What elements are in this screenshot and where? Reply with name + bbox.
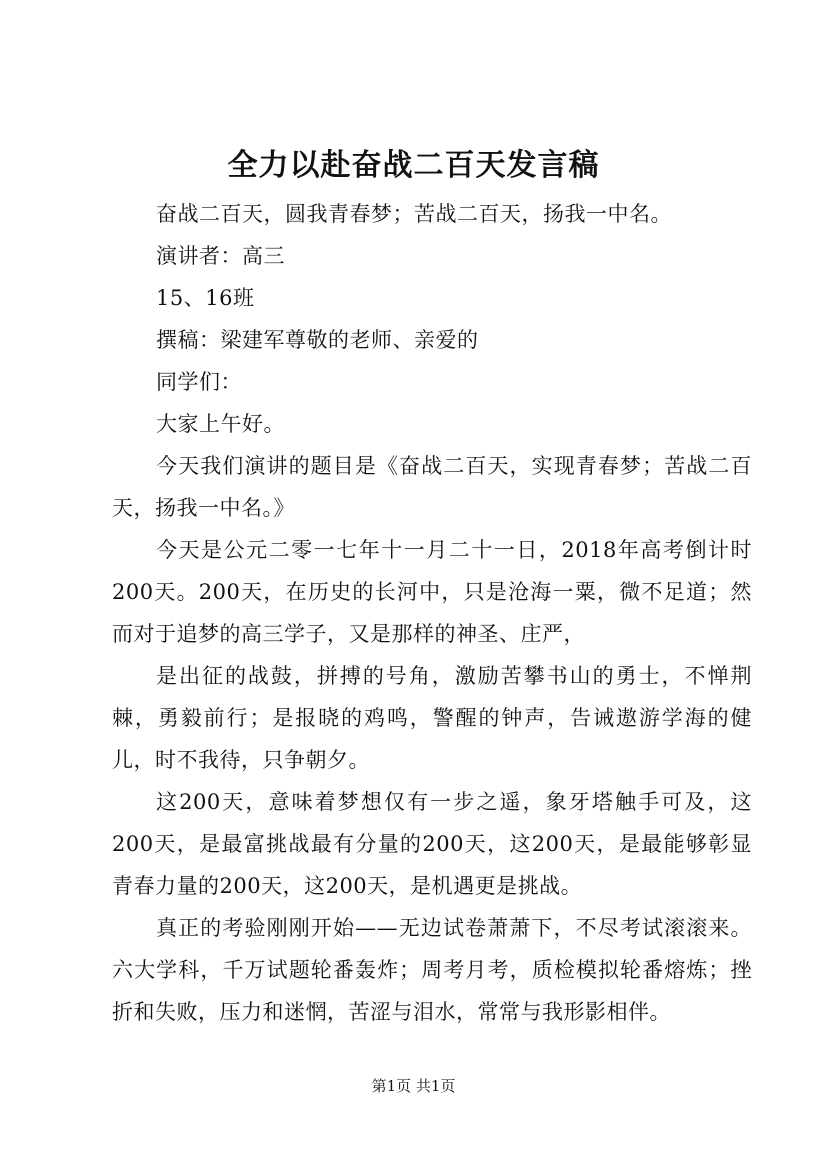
paragraph: 奋战二百天，圆我青春梦；苦战二百天，扬我一中名。 (156, 202, 672, 226)
paragraph: 15、16班 (156, 286, 255, 310)
paragraph: 演讲者：高三 (156, 244, 285, 268)
document-body (112, 193, 752, 1033)
paragraph: 同学们： (156, 370, 242, 394)
document-title: 全力以赴奋战二百天发言稿 (227, 148, 600, 183)
paragraph: 今天是公元二零一七年十一月二十一日，2018年高考倒计时200天。200天，在历史的长河中，只是沧海一粟，微不足道；然而对于追梦的高三学子，又是那样的神圣、庄严， (112, 538, 752, 646)
paragraph: 撰稿：梁建军尊敬的老师、亲爱的 (156, 328, 479, 352)
paragraph: 是出征的战鼓，拼搏的号角，激励苦攀书山的勇士，不惮荆棘，勇毅前行；是报晓的鸡鸣，警醒的钟声，告诫遨游学海的健儿，时不我待，只争朝夕。 (112, 664, 752, 772)
paragraph: 真正的考验刚刚开始——无边试卷萧萧下，不尽考试滚滚来。六大学科，千万试题轮番轰炸；周考月考，质检模拟轮番熔炼；挫折和失败，压力和迷惘，苦涩与泪水，常常与我形影相伴。 (112, 916, 752, 1024)
page-footer: 第1页 共1页 (371, 1077, 456, 1095)
paragraph: 这200天，意味着梦想仅有一步之遥，象牙塔触手可及，这200天，是最富挑战最有分量的200天，这200天，是最能够彰显青春力量的200天，这200天，是机遇更是挑战。 (112, 790, 752, 898)
paragraph: 大家上午好。 (156, 412, 285, 436)
paragraph: 今天我们演讲的题目是《奋战二百天，实现青春梦；苦战二百天，扬我一中名。》 (112, 454, 752, 520)
